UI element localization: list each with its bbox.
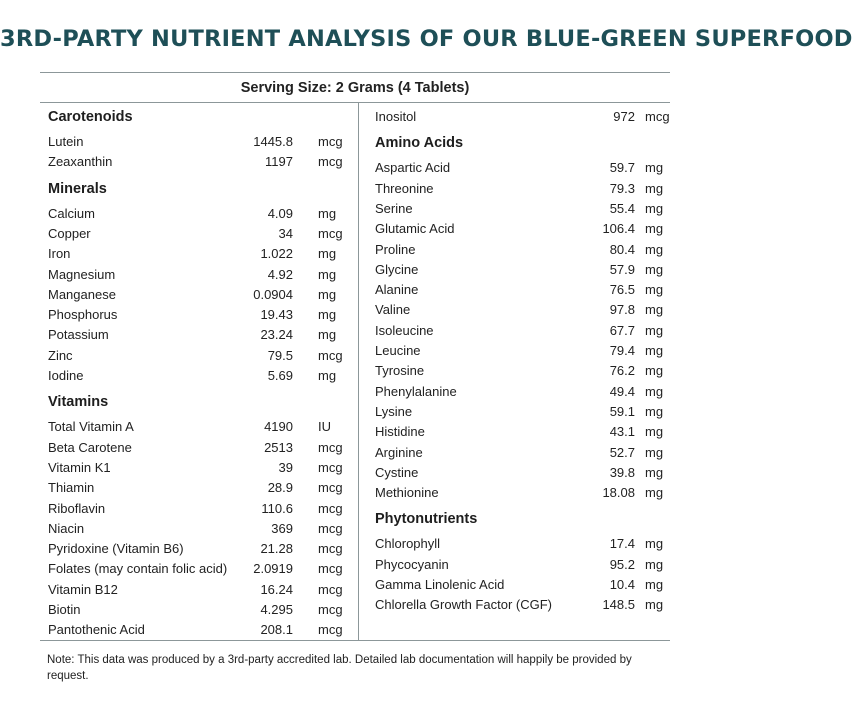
nutrient-name: Alanine	[375, 282, 419, 298]
nutrient-name: Gamma Linolenic Acid	[375, 577, 505, 592]
nutrient-unit: mg	[645, 261, 664, 277]
section-heading: Vitamins	[48, 394, 109, 411]
nutrient-value: 106.4	[602, 221, 635, 237]
nutrient-unit: mg	[645, 424, 664, 440]
nutrient-row	[40, 302, 670, 322]
nutrient-name: Phenylalanine	[375, 383, 457, 399]
nutrient-value: 39	[278, 459, 293, 475]
footnote: Note: This data was produced by a 3rd-party accredited lab. Detailed lab documentation will happily be provided by request.	[47, 654, 632, 682]
nutrient-unit: mg	[645, 282, 664, 298]
nutrient-name: Copper	[48, 225, 91, 241]
nutrient-name: Threonine	[375, 180, 434, 196]
nutrient-unit: mg	[318, 327, 337, 343]
nutrient-unit: mg	[318, 368, 337, 383]
nutrient-unit: mcg	[318, 500, 343, 516]
nutrient-value: 2513	[264, 439, 293, 455]
nutrient-name: Pantothenic Acid	[48, 622, 145, 638]
nutrient-unit: mg	[645, 444, 664, 460]
nutrient-name: Folates (may contain folic acid)	[48, 561, 228, 577]
nutrient-unit: mcg	[318, 581, 343, 597]
nutrient-row	[40, 485, 670, 505]
nutrient-name: Iron	[48, 246, 71, 262]
nutrient-unit: mg	[318, 246, 337, 262]
nutrient-row	[40, 242, 670, 262]
nutrient-value: 97.8	[609, 302, 635, 318]
nutrient-unit: mg	[645, 160, 664, 176]
nutrient-row	[40, 262, 670, 282]
nutrient-value: 1445.8	[253, 134, 293, 149]
nutrient-value: 972	[613, 109, 635, 124]
nutrient-name: Glycine	[375, 261, 419, 277]
nutrient-unit: mg	[645, 403, 664, 419]
nutrient-name: Chlorella Growth Factor (CGF)	[375, 597, 552, 613]
nutrient-name: Niacin	[48, 520, 85, 536]
nutrient-value: 76.5	[609, 282, 635, 298]
nutrient-name: Proline	[375, 241, 416, 257]
nutrient-row	[40, 445, 670, 465]
nutrient-name: Methionine	[375, 485, 439, 501]
nutrient-unit: mg	[645, 363, 664, 379]
nutrient-value: 49.4	[609, 383, 635, 399]
nutrient-name: Magnesium	[48, 266, 116, 282]
nutrient-value: 59.7	[609, 160, 635, 176]
nutrient-name: Riboflavin	[48, 500, 106, 516]
nutrient-value: 59.1	[609, 403, 635, 419]
nutrient-value: 43.1	[609, 424, 635, 440]
nutrient-name: Pyridoxine (Vitamin B6)	[48, 541, 184, 557]
nutrient-name: Serine	[375, 200, 413, 216]
nutrient-name: Calcium	[48, 205, 95, 221]
nutrient-value: 79.5	[267, 347, 293, 363]
nutrient-value: 21.28	[260, 541, 293, 557]
nutrient-unit: mg	[318, 307, 337, 323]
nutrient-value: 28.9	[267, 480, 293, 496]
nutrient-unit: mcg	[318, 602, 343, 617]
nutrient-name: Lutein	[48, 134, 84, 149]
nutrient-unit: mg	[645, 322, 664, 338]
nutrient-unit: IU	[318, 419, 331, 435]
nutrient-value: 67.7	[609, 322, 635, 338]
nutrient-value: 369	[271, 520, 293, 536]
nutrient-unit: mg	[645, 556, 664, 572]
nutrient-unit: mcg	[318, 561, 343, 577]
nutrient-unit: mg	[645, 383, 664, 399]
nutrient-unit: mcg	[318, 439, 343, 455]
nutrient-value: 18.08	[602, 485, 635, 501]
section-heading: Phytonutrients	[375, 511, 478, 528]
nutrient-row	[40, 597, 670, 617]
nutrient-unit: mg	[645, 536, 664, 552]
nutrient-name: Beta Carotene	[48, 439, 132, 455]
nutrient-name: Thiamin	[48, 480, 95, 496]
nutrient-name: Total Vitamin A	[48, 419, 134, 435]
nutrient-unit: mg	[645, 577, 664, 592]
nutrient-row	[40, 323, 670, 343]
nutrient-table	[40, 72, 670, 641]
nutrient-value: 4.09	[267, 205, 293, 221]
nutrient-value: 79.3	[609, 180, 635, 196]
nutrient-unit: mg	[645, 221, 664, 237]
nutrient-row	[40, 282, 670, 302]
section-heading: Minerals	[48, 180, 107, 197]
nutrient-value: 34	[278, 225, 293, 241]
nutrient-name: Leucine	[375, 343, 421, 358]
nutrient-name: Manganese	[48, 286, 116, 302]
nutrient-value: 76.2	[609, 363, 635, 379]
nutrient-name: Lysine	[375, 403, 413, 419]
nutrient-row	[40, 363, 670, 383]
nutrient-unit: mg	[645, 180, 664, 196]
nutrient-name: Histidine	[375, 424, 425, 440]
nutrient-unit: mg	[645, 464, 664, 480]
nutrient-name: Biotin	[48, 602, 81, 617]
nutrient-value: 57.9	[609, 261, 635, 277]
nutrient-name: Vitamin K1	[48, 459, 111, 475]
nutrient-unit: mg	[645, 597, 664, 613]
nutrient-name: Arginine	[375, 444, 423, 460]
nutrient-value: 55.4	[609, 200, 635, 216]
nutrient-value: 19.43	[260, 307, 293, 323]
nutrient-unit: mg	[318, 286, 337, 302]
nutrient-value: 16.24	[260, 581, 293, 597]
nutrient-value: 52.7	[609, 444, 635, 460]
nutrient-name: Phosphorus	[48, 307, 118, 323]
nutrient-row	[40, 343, 670, 363]
nutrient-value: 208.1	[260, 622, 293, 638]
nutrient-row	[40, 181, 670, 201]
nutrient-name: Chlorophyll	[375, 536, 441, 552]
nutrient-name: Phycocyanin	[375, 556, 449, 572]
nutrient-value: 4.92	[267, 266, 293, 282]
nutrient-value: 4.295	[260, 602, 293, 617]
nutrient-value: 23.24	[260, 327, 293, 343]
nutrient-unit: mg	[645, 241, 664, 257]
nutrient-unit: mg	[645, 200, 664, 216]
serving-size: Serving Size: 2 Grams (4 Tablets)	[40, 73, 670, 103]
nutrient-row	[40, 201, 670, 221]
nutrient-value: 5.69	[267, 368, 293, 383]
nutrient-value: 39.8	[609, 464, 635, 480]
nutrient-row	[40, 404, 670, 424]
nutrient-name: Glutamic Acid	[375, 221, 455, 237]
nutrient-unit: mcg	[318, 520, 343, 536]
nutrient-name: Vitamin B12	[48, 581, 118, 597]
nutrient-name: Zeaxanthin	[48, 154, 113, 170]
nutrient-unit: mcg	[318, 347, 343, 363]
nutrient-unit: mg	[645, 302, 664, 318]
nutrient-unit: mcg	[318, 480, 343, 496]
nutrient-row	[40, 221, 670, 241]
nutrient-value: 2.0919	[253, 561, 293, 577]
nutrient-value: 1197	[265, 154, 293, 170]
nutrient-name: Aspartic Acid	[375, 160, 451, 176]
nutrient-unit: mcg	[318, 134, 343, 149]
nutrient-unit: mcg	[318, 541, 343, 557]
nutrient-value: 1.022	[260, 246, 293, 262]
nutrient-name: Tyrosine	[375, 363, 425, 379]
nutrient-unit: mcg	[645, 109, 670, 124]
nutrient-unit: mcg	[318, 622, 343, 638]
nutrient-row	[40, 424, 670, 444]
nutrient-value: 80.4	[609, 241, 635, 257]
page-title: 3RD-PARTY NUTRIENT ANALYSIS OF OUR BLUE-GREEN SUPERFOOD	[0, 26, 853, 52]
right-column	[40, 73, 670, 640]
nutrient-value: 110.6	[261, 500, 293, 516]
nutrient-row	[40, 536, 670, 556]
nutrient-name: Inositol	[375, 109, 417, 124]
nutrient-unit: mg	[645, 343, 664, 358]
nutrient-value: 17.4	[609, 536, 635, 552]
nutrient-name: Isoleucine	[375, 322, 434, 338]
nutrient-unit: mg	[318, 205, 337, 221]
nutrient-unit: mcg	[318, 459, 343, 475]
nutrient-row	[40, 577, 670, 597]
nutrient-unit: mcg	[318, 225, 343, 241]
section-heading: Amino Acids	[375, 135, 464, 152]
nutrient-unit: mcg	[318, 154, 343, 170]
nutrient-row	[40, 557, 670, 577]
nutrient-row	[40, 465, 670, 485]
nutrient-unit: mg	[645, 485, 664, 501]
section-heading: Carotenoids	[48, 109, 133, 125]
nutrient-unit: mg	[318, 266, 337, 282]
nutrient-value: 148.5	[602, 597, 635, 613]
nutrient-name: Zinc	[48, 347, 73, 363]
nutrient-name: Potassium	[48, 327, 109, 343]
nutrient-row	[40, 109, 670, 129]
nutrient-row	[40, 160, 670, 180]
nutrient-name: Cystine	[375, 464, 419, 480]
nutrient-row	[40, 384, 670, 404]
nutrient-value: 95.2	[609, 556, 635, 572]
nutrient-value: 4190	[264, 419, 293, 435]
nutrient-name: Iodine	[48, 368, 84, 383]
nutrient-value: 79.4	[609, 343, 635, 358]
nutrient-name: Valine	[375, 302, 411, 318]
nutrient-value: 10.4	[609, 577, 635, 592]
nutrient-value: 0.0904	[253, 286, 293, 302]
